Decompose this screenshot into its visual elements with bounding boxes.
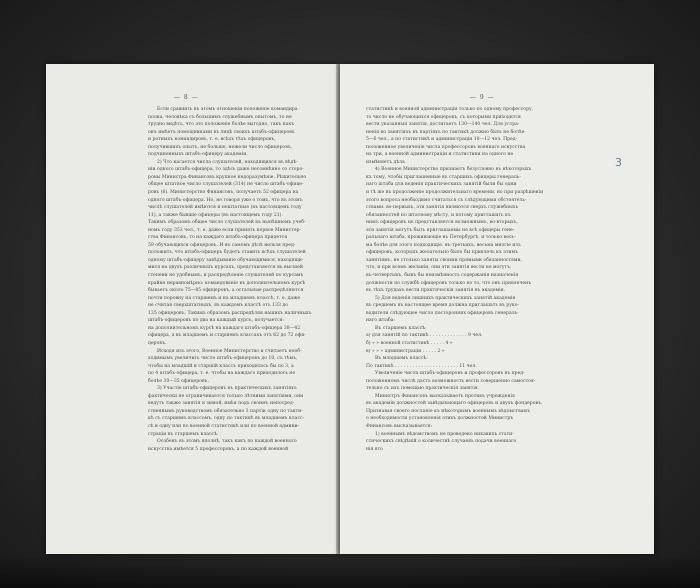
text-line: ровъ (6). Министерство Финансовъ, получаетъ 52 офицера на	[148, 190, 299, 196]
text-line: Исходя изъ этого, Военное Министерство и считаетъ необ-	[157, 348, 302, 354]
text-line: ственнымъ руководствомъ обязательно 3 партіи одну по такти-	[148, 408, 303, 414]
text-line: болѣе 30—35 офицеровъ.	[148, 378, 209, 384]
text-line: в) » » » администраціи . . . . . 2 »	[366, 348, 445, 354]
text-line: ненія во занятіяхъ въ партіяхъ по тактикѣ должно быть не болѣе	[366, 129, 525, 135]
text-line: одного штабъ-офицера. Но, не говоря уже о томъ, что въ этомъ	[148, 197, 303, 203]
text-line: получившихъ опытъ, не больше, нежели число офицеровъ,	[148, 144, 293, 150]
text-line: ніи одного штабъ-офицера, то здѣсь даже несомнѣнно со сторо-	[148, 167, 304, 173]
text-line: и ротныхъ командировъ, т. е. всѣхъ тѣхъ офицеровъ,	[148, 137, 276, 143]
text-line: занятіямъ, не столько заняты своими прямыми обязанностями,	[366, 257, 523, 263]
text-line: полка, человѣка съ большимъ служебнымъ опытомъ, то не	[148, 114, 292, 120]
text-line: 5—6 чел., а по статистикѣ и администраціи 10—12 чел. Пред-	[366, 137, 518, 143]
text-line: и тѣ же въ продолженіе продолжительнаго времени, но при разрѣшеніи	[366, 190, 544, 196]
text-line: 135 офицеровъ. Такимъ образомъ распредѣляя нашихъ наличныхъ	[148, 310, 312, 316]
text-line: на три, а военной администраціи и статистики на одного не	[366, 152, 514, 158]
text-line: онъ имѣетъ помощниками въ лицѣ своихъ штабъ-офицеровъ	[148, 129, 295, 135]
text-line: наго штаба:	[366, 318, 396, 324]
text-line: Увеличеніе числа штабъ-офицеровъ и профессоровъ въ пред-	[375, 371, 525, 377]
text-line: 5) Для веденія лишнихъ практическихъ занятій академія	[375, 295, 516, 301]
text-line: эти занятія могутъ быть приглашаемы не всѣ офицеры гене-	[366, 227, 515, 233]
text-line: этого вопроса необходимо считаться съ слѣдующими обстоятель-	[366, 197, 527, 203]
text-line: 1) военнымъ вѣдомствомъ не проведено никакихъ стати-	[375, 431, 514, 437]
text-line: въ академіи должностей завѣдывающаго офицеровъ и двухъ фондеровъ.	[366, 401, 543, 407]
left-page	[46, 64, 338, 554]
text-line: Въ младшемъ классѣ:	[375, 356, 428, 362]
text-line: къ тому, чтобы приглашенные въ старшихъ офицеры генераль-	[366, 174, 521, 180]
text-line: 4) Военное Министерство признаетъ безусловно въ нѣкоторыхъ	[375, 167, 532, 173]
text-line: что, и при всемъ желаніи, они эти занятія вести не могутъ,	[366, 265, 512, 271]
text-line: фактически не ограничивается только лѣтними занятіями, они	[148, 393, 304, 399]
text-line: то число не обучающихся офицеровъ, съ которыми приходится	[366, 114, 521, 120]
text-line: измѣняетъ дѣла.	[366, 159, 407, 165]
text-line: въ среднемъ въ настоящее время должна приглашать въ руко-	[366, 303, 520, 309]
text-line: стическихъ свѣдѣній о количествѣ случаевъ подачи военнаго	[366, 439, 517, 445]
left-page-number: — 8 —	[174, 94, 199, 101]
text-line: нія вто	[366, 446, 383, 452]
text-line: ведутъ также занятія и зимой, имѣя подъ своимъ непосред-	[148, 401, 295, 407]
text-line: числѣ слушателей имѣются и нештатные (въ настоящемъ году	[148, 205, 302, 211]
text-line: 59 обучающихся офицеровъ. И въ самомъ дѣлѣ нельзя пред-	[148, 242, 296, 248]
text-line: Особенъ въ этомъ вполнѣ, такъ какъ по каждой военного	[157, 439, 297, 445]
text-line: должности по службѣ офицеровъ только по то, что онъ привлеченъ	[366, 280, 532, 286]
text-line: 3) Участіе штабъ-офицеровъ въ практическихъ занятіяхъ	[157, 386, 297, 392]
text-line: Финансовъ высказывается:	[366, 423, 433, 429]
text-line: Въ старшемъ классѣ:	[375, 325, 427, 331]
text-line: о необходимости установленія этихъ должностей Министръ	[366, 416, 514, 422]
text-line: трудно видѣть, что это положеніе болѣе выгодно, такъ какъ	[148, 122, 295, 128]
right-page-text	[366, 106, 562, 453]
text-line: 2) Что касается числа слушателей, находящихся въ вѣдѣ-	[157, 159, 298, 165]
text-line: бываетъ около 75—85 офицеровъ, а остальные распредѣляются	[148, 288, 304, 294]
text-line: положенное увеличеніе числа профессоровъ военнаго искусства	[366, 144, 526, 150]
text-line: тельно съ ихъ помощью практическія занятія.	[366, 386, 480, 392]
text-line: подчиненныхъ штабъ-офицеру академіи.	[148, 152, 248, 158]
text-line: кѣ съ старшимъ классомъ, одну по тактикѣ въ младшемъ класс-	[148, 416, 305, 422]
text-line: а) для занятій по тактикѣ . . . . . . . . . . . . . 9 чел.	[366, 333, 483, 339]
text-line: въ-четвертыхъ, бывъ бы неизмѣнность содержанія назначенія	[366, 273, 519, 279]
text-line: штабъ-офицеровъ по два на каждый курсъ, получается:	[148, 318, 285, 324]
text-line: церовъ.	[148, 340, 167, 346]
text-line: крайне неравномѣрно: командованіе въ дополнительномъ курсѣ	[148, 280, 306, 286]
text-line: общее штатное число слушателей (314) не число штабъ-офице-	[148, 182, 304, 188]
text-line: Признавая своего посланіе къ нѣкоторымъ военнымъ вѣдомствамъ	[366, 408, 530, 414]
text-line: статистикѣ и военной администраціи только по одному профессору,	[366, 107, 534, 112]
text-line: офицера, а въ младшемъ и старшемъ классахъ отъ 62 до 72 офи-	[148, 333, 306, 339]
text-line: мися на двухъ различныхъ курсахъ, представляется въ высшей	[148, 265, 303, 271]
text-line: б) » » военной статистикѣ . . . . . 4 »	[366, 340, 453, 346]
left-page-text	[148, 106, 324, 453]
scan-bottom-shadow	[0, 554, 700, 588]
text-line: чтобы на младшій и старшій классъ приходилось бы по 3, а	[148, 363, 294, 369]
text-line: сѣ и одну или по военной статистикѣ или по военной админи-	[148, 423, 300, 429]
text-line: положить, что штабъ-офицеръ будетъ ставить всѣхъ слушателей	[148, 250, 306, 256]
text-line: Такимъ образомъ общее число слушателей въ нынѣшнемъ учеб-	[148, 220, 306, 226]
text-line: обязанностей по штатному мѣсту, и потому приглашать къ	[366, 212, 511, 218]
text-line: ствами: во-первыхъ, эти занятія являются сверхъ служебныхъ	[366, 205, 519, 211]
text-line: По тактикѣ . . . . . . . . . . . . . . . . . . . . . . 11 чел.	[366, 363, 477, 369]
text-line: наго штаба для веденія практическихъ занятій были бы одни	[366, 182, 517, 188]
text-line: Министръ Финансовъ высказываетъ противъ учрежденія	[375, 393, 515, 399]
text-line: степени не удобнымъ, и распредѣленіе слушателей по курсамъ	[148, 273, 304, 279]
text-line: одному штабъ-офицеру завѣдываніе обучающимися, находящи-	[148, 257, 304, 263]
text-line: на дополнительномъ курсѣ на каждаго штабъ-офицера 38—42	[148, 325, 301, 331]
text-line: 11), а также бывшіе офицеры (въ настоящемъ году 21).	[148, 212, 283, 218]
text-line: водители слѣдующее число посторонних офицеровъ генераль-	[366, 310, 519, 316]
text-line: офицеровъ, которыхъ желательно было бы привлечь къ этимъ	[366, 250, 518, 256]
text-line: въ тѣхъ трудахъ вести практическія занятія въ академіи.	[366, 288, 506, 294]
text-line: номъ году 353 чел., т. е. даже если принять первое Министер-	[148, 227, 302, 233]
text-line: по 4 штабъ-офицера, т. е. чтобы на каждаго приходилось не	[148, 371, 296, 377]
text-line: не считая сверхштатныхъ, въ каждомъ классѣ отъ 133 до	[148, 303, 288, 309]
text-line: искусства имѣется 5 профессоровъ, а по каждой военной	[148, 446, 289, 452]
right-page	[340, 64, 654, 554]
text-line: нимъ офицеровъ не представляется возможнымъ, во-вторыхъ,	[366, 220, 519, 226]
right-page-number: — 9 —	[470, 94, 495, 101]
archive-page-mark: 3	[615, 156, 622, 169]
text-line: ства Финансовъ, то на каждаго штабъ-офицера придется	[148, 235, 288, 241]
text-line: ма болѣе для этого подходящіе, въ-третьихъ, весьма многіе изъ	[366, 242, 521, 248]
text-line: роны Министра Финансовъ крупное недоразумѣніе. Рѣшительно	[148, 174, 307, 180]
text-line: положенномъ числѣ дастъ возможность вести совершенно самостоя-	[366, 378, 536, 384]
text-line: ральнаго штаба, проживающіе въ Петербургѣ, и только весь-	[366, 235, 516, 241]
text-line: ходимымъ увеличить число штабъ-офицеровъ до 10, съ тѣмъ,	[148, 356, 298, 362]
text-line: почти поровну на старшемъ и на младшемъ классѣ, т. е. даже	[148, 295, 301, 301]
text-line: Если сравнить въ этомъ отношеніи положеніе командира	[157, 107, 298, 112]
text-line: страціи въ старшемъ классѣ.	[148, 431, 219, 437]
text-line: вести указанныя занятія, достигаетъ 130—140 чел. Для устра-	[366, 122, 520, 128]
